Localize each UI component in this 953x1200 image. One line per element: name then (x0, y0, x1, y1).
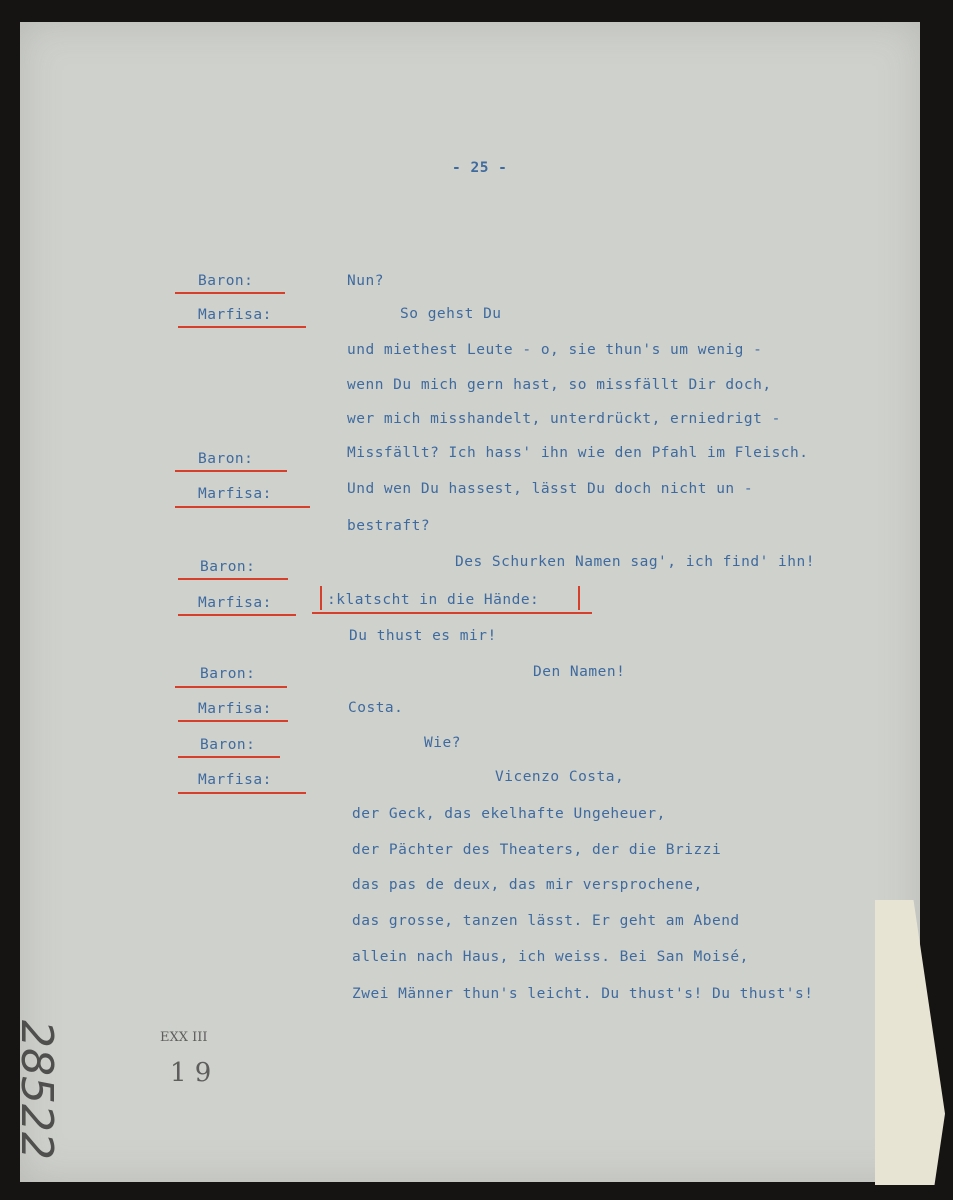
dialogue-line: Nun? (347, 273, 384, 289)
dialogue-line: Vicenzo Costa, (495, 769, 625, 785)
speaker-underline (178, 578, 288, 580)
speaker-underline (175, 506, 310, 508)
folded-paper-corner (875, 900, 945, 1185)
speaker-underline (178, 614, 296, 616)
speaker-underline (178, 792, 306, 794)
pencil-mark-bottom: 1 9 (170, 1058, 212, 1088)
archive-number: 28522 (11, 1020, 62, 1160)
speaker-underline (178, 326, 306, 328)
dialogue-line: bestraft? (347, 518, 431, 534)
speaker-label: Baron: (198, 273, 254, 289)
dialogue-line: der Geck, das ekelhafte Ungeheuer, (352, 806, 666, 822)
speaker-label: Marfisa: (198, 701, 272, 717)
page-number: - 25 - (452, 160, 508, 176)
stage-direction: :klatscht in die Hände: (327, 592, 540, 608)
dialogue-line: das pas de deux, das mir versprochene, (352, 877, 703, 893)
dialogue-line: Du thust es mir! (349, 628, 497, 644)
dialogue-line: Und wen Du hassest, lässt Du doch nicht un - (347, 481, 754, 497)
stage-direction-bracket-right (578, 586, 580, 610)
speaker-underline (175, 470, 287, 472)
dialogue-line: Wie? (424, 735, 461, 751)
dialogue-line: Zwei Männer thun's leicht. Du thust's! Du thust's! (352, 986, 814, 1002)
speaker-underline (178, 756, 280, 758)
speaker-label: Baron: (200, 666, 256, 682)
dialogue-line: Den Namen! (533, 664, 626, 680)
dialogue-line: allein nach Haus, ich weiss. Bei San Moisé, (352, 949, 749, 965)
dialogue-line: wenn Du mich gern hast, so missfällt Dir doch, (347, 377, 772, 393)
speaker-underline (175, 686, 287, 688)
speaker-label: Baron: (198, 451, 254, 467)
speaker-underline (175, 292, 285, 294)
stage-direction-underline (312, 612, 592, 614)
speaker-label: Marfisa: (198, 595, 272, 611)
dialogue-line: wer mich misshandelt, unterdrückt, erniedrigt - (347, 411, 781, 427)
dialogue-line: Costa. (348, 700, 404, 716)
dialogue-line: der Pächter des Theaters, der die Brizzi (352, 842, 722, 858)
speaker-label: Baron: (200, 737, 256, 753)
dialogue-line: Missfällt? Ich hass' ihn wie den Pfahl im Fleisch. (347, 445, 809, 461)
dialogue-line: Des Schurken Namen sag', ich find' ihn! (455, 554, 815, 570)
speaker-label: Baron: (200, 559, 256, 575)
stage-direction-bracket-left (320, 586, 322, 610)
speaker-underline (178, 720, 288, 722)
dialogue-line: und miethest Leute - o, sie thun's um wenig - (347, 342, 763, 358)
speaker-label: Marfisa: (198, 772, 272, 788)
speaker-label: Marfisa: (198, 307, 272, 323)
dialogue-line: das grosse, tanzen lässt. Er geht am Abend (352, 913, 740, 929)
dialogue-line: So gehst Du (400, 306, 502, 322)
pencil-mark-top: EXX III (160, 1030, 208, 1045)
speaker-label: Marfisa: (198, 486, 272, 502)
